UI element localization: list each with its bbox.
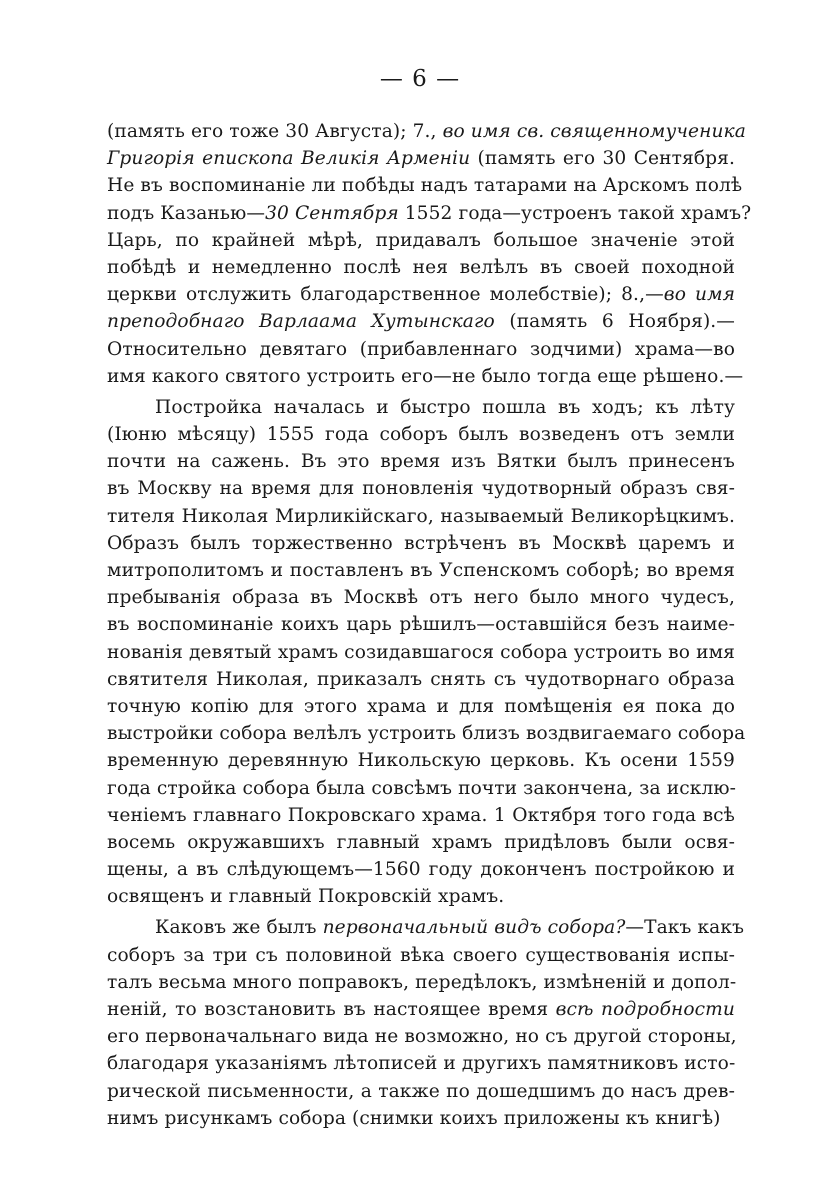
text-line [107,530,735,557]
text-line [107,883,735,910]
text-segment: нимъ рисункамъ собора (снимки коихъ приложены къ книгѣ) [107,1107,721,1129]
text-segment: восемь окружавшихъ главный храмъ придѣловъ были освя- [107,831,735,853]
text-segment: въ воспоминаніе коихъ царь рѣшилъ—оставшійся безъ наиме- [107,614,735,636]
body-text [107,118,752,1132]
text-segment: тителя Николая Мирликійскаго, называемый Великорѣцкимъ. [107,505,735,527]
text-segment: 1552 года—устроенъ такой храмъ? [398,202,752,224]
paragraph [107,394,746,911]
text-segment: благодаря указаніямъ лѣтописей и другихъ памятниковъ исто- [107,1053,736,1075]
text-line [107,666,735,693]
text-line [107,254,735,281]
text-line [107,720,746,747]
text-segment: Каковъ же былъ [155,917,323,939]
text-line [107,611,735,638]
italic-segment: Григорія епископа Великія Арменіи [107,148,471,170]
text-segment: —Такъ какъ [625,917,745,939]
text-line [107,829,735,856]
text-line [107,942,735,969]
paragraph [107,914,745,1132]
text-line [107,1050,735,1077]
text-segment: щены, а въ слѣдующемъ—1560 году доконченъ постройкою и [107,859,735,881]
text-segment: его первоначальнаго вида не возможно, но съ другой стороны, [107,1026,737,1048]
text-segment: (память 6 Ноября).— [494,311,736,333]
text-line [107,996,735,1023]
text-segment: (Іюню мѣсяцу) 1555 года соборъ былъ возведенъ отъ земли [107,424,735,446]
text-segment: освященъ и главный Покровскій храмъ. [107,886,505,908]
text-line [107,775,735,802]
text-segment: года стройка собора была совсѣмъ почти закончена, за исклю- [107,777,737,799]
text-segment: точную копію для этого храма и для помѣщенія ея пока до [107,695,735,717]
italic-segment: первоначальный видъ собора? [322,917,626,939]
text-segment: побѣдѣ и немедленно послѣ нея велѣлъ въ своей походной [107,256,735,278]
text-line [107,969,735,996]
italic-segment: преподобнаго Варлаама Хутынскаго [107,311,495,333]
text-line [107,856,735,883]
text-segment: Царь, по крайней мѣрѣ, придавалъ большое значеніе этой [107,229,735,251]
text-segment: Постройка началась и быстро пошла въ ходъ; къ лѣту [155,396,735,418]
page-number: — 6 — [379,66,461,92]
text-line [107,200,752,227]
text-line [107,1105,735,1132]
text-segment: (память его тоже 30 Августа); 7., [107,121,443,142]
text-line [107,503,735,530]
text-segment: почти на сажень. Въ это время изъ Вятки былъ принесенъ [107,451,735,473]
text-segment: соборъ за три съ половиной вѣка своего существованія испы- [107,944,735,966]
text-line [107,308,735,335]
italic-segment: во имя св. священномученика [442,121,746,142]
text-line [107,914,745,941]
text-segment: ченіемъ главнаго Покровскаго храма. 1 Октября того года всѣ [107,804,735,826]
text-line [107,394,735,421]
text-line [107,584,735,611]
text-line [107,475,735,502]
text-line [107,1078,735,1105]
text-segment: талъ весьма много поправокъ, передѣлокъ, измѣненій и допол- [107,971,737,993]
text-line [107,118,746,145]
text-segment: имя какого святого устроить его—не было тогда еще рѣшено.— [107,365,744,387]
text-line [107,281,735,308]
text-segment: неній, то возстановить въ настоящее время [107,999,556,1020]
text-line [107,747,735,774]
text-segment: церкви отслужить благодарственное молебствіе); 8.,— [107,284,664,306]
paragraph [107,118,752,390]
text-segment: митрополитомъ и поставленъ въ Успенскомъ соборѣ; во время [107,560,735,581]
text-segment: пребыванія образа въ Москвѣ отъ него было много чудесъ, [107,587,735,609]
italic-segment: 30 Сентября [265,202,399,224]
text-segment: временную деревянную Никольскую церковь. Къ осени 1559 [107,750,735,772]
text-segment: Не въ воспоминаніе ли побѣды надъ татарами на Арскомъ полѣ [107,175,743,197]
text-line [107,802,735,829]
text-line [107,363,744,390]
text-segment: рической письменности, а также по дошедшимъ до насъ древ- [107,1080,735,1102]
text-line [107,421,735,448]
text-segment: Образъ былъ торжественно встрѣченъ въ Москвѣ царемъ и [107,532,735,554]
text-line [107,639,735,666]
italic-segment: всѣ подробности [555,999,735,1020]
text-segment: Относительно девятаго (прибавленнаго зодчими) храма—во [107,338,735,360]
text-line [107,693,735,720]
text-line [107,448,735,475]
text-segment: святителя Николая, приказалъ снять съ чудотворнаго образа [107,668,735,690]
text-line [107,557,735,584]
text-line [107,336,735,363]
text-line [107,145,735,172]
text-line [107,227,735,254]
text-line [107,1023,735,1050]
italic-segment: во имя [663,284,736,306]
text-segment: въ Москву на время для поновленія чудотворный образъ свя- [107,478,735,500]
text-segment: нованія девятый храмъ созидавшагося собора устроить во имя [107,641,735,663]
text-segment: подъ Казанью— [107,202,266,224]
text-line [107,172,743,199]
text-segment: (память его 30 Сентября. [470,148,735,170]
text-segment: выстройки собора велѣлъ устроить близъ воздвигаемаго собора [107,723,746,745]
